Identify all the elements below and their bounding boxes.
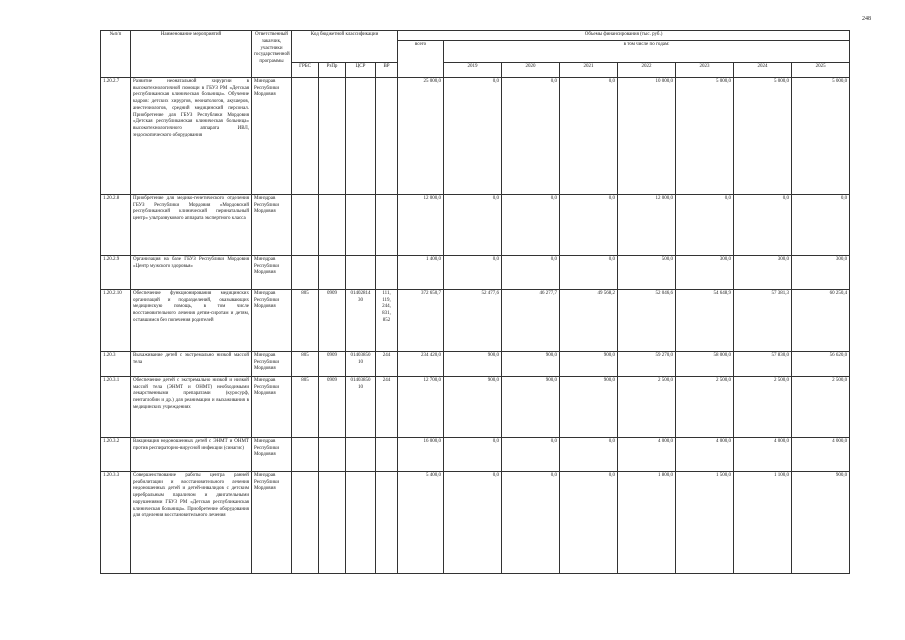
row-vr: 111, 119, 244, 831, 852 (376, 289, 398, 351)
row-year-value: 2 500,0 (734, 376, 792, 437)
row-csr (346, 255, 376, 289)
row-year-value: 900,0 (792, 471, 850, 573)
row-rzpr (319, 255, 346, 289)
row-year-value: 300,0 (792, 255, 850, 289)
row-rzpr: 0909 (319, 376, 346, 437)
table-row (101, 471, 850, 573)
row-year-value: 10 000,0 (618, 77, 676, 194)
row-year-value: 0,0 (560, 77, 618, 194)
row-number: 1.20.2.10 (101, 289, 131, 351)
row-grbs (292, 77, 319, 194)
header-grbs: ГРБС (292, 62, 319, 77)
row-csr (346, 194, 376, 255)
row-year-value: 300,0 (734, 255, 792, 289)
row-year-value: 0,0 (502, 437, 560, 471)
header-year: 2024 (734, 62, 792, 77)
row-year-value: 52 046,6 (618, 289, 676, 351)
funding-table (100, 30, 850, 574)
header-year: 2020 (502, 62, 560, 77)
header-csr: ЦСР (346, 62, 376, 77)
row-year-value: 0,0 (792, 194, 850, 255)
row-rzpr: 0909 (319, 289, 346, 351)
header-kbk: Код бюджетной классификации (292, 31, 398, 63)
row-number: 1.20.3.3 (101, 471, 131, 573)
row-responsible: Минздрав Республики Мордовия (252, 376, 292, 437)
row-year-value: 46 277,7 (502, 289, 560, 351)
row-year-value: 57 830,0 (734, 351, 792, 376)
row-number: 1.20.2.9 (101, 255, 131, 289)
row-year-value: 58 000,0 (676, 351, 734, 376)
row-vr: 244 (376, 351, 398, 376)
header-year: 2019 (444, 62, 502, 77)
row-year-value: 0,0 (444, 437, 502, 471)
row-name: Организация на базе ГБУЗ Республики Мордовия «Центр мужского здоровья» (131, 255, 252, 289)
row-year-value: 0,0 (502, 77, 560, 194)
row-year-value: 1 500,0 (676, 471, 734, 573)
table-row (101, 255, 850, 289)
row-year-value: 12 000,0 (618, 194, 676, 255)
row-year-value: 0,0 (444, 77, 502, 194)
row-year-value: 0,0 (560, 194, 618, 255)
row-number: 1.20.3.1 (101, 376, 131, 437)
row-grbs: 805 (292, 289, 319, 351)
header-funding: Объемы финансирования (тыс. руб.) (398, 31, 850, 41)
row-year-value: 4 000,0 (734, 437, 792, 471)
row-year-value: 0,0 (444, 471, 502, 573)
row-year-value: 0,0 (560, 255, 618, 289)
row-total: 1 400,0 (398, 255, 444, 289)
header-by-years: в том числе по годам: (444, 40, 850, 62)
row-responsible: Минздрав Республики Мордовия (252, 77, 292, 194)
row-year-value: 900,0 (560, 376, 618, 437)
row-year-value: 900,0 (560, 351, 618, 376)
row-name: Вакцинация недоношенных детей с ЭНМТ и ОНМТ против респираторно-вирусной инфекции (синагис) (131, 437, 252, 471)
row-year-value: 500,0 (618, 255, 676, 289)
row-responsible: Минздрав Республики Мордовия (252, 289, 292, 351)
row-vr (376, 437, 398, 471)
row-number: 1.20.3.2 (101, 437, 131, 471)
row-year-value: 0,0 (502, 471, 560, 573)
row-year-value: 5 000,0 (676, 77, 734, 194)
row-responsible: Минздрав Республики Мордовия (252, 437, 292, 471)
row-vr (376, 77, 398, 194)
row-responsible: Минздрав Республики Мордовия (252, 194, 292, 255)
table-row (101, 437, 850, 471)
row-rzpr (319, 194, 346, 255)
row-total: 12 700,0 (398, 376, 444, 437)
row-name: Обеспечение детей с экстремально низкой и низкой массой тела (ЭНМТ и ОНМТ) необходимыми лекарственными препаратами (куросурф, пентаглобин и др.) для реанимации и выхаживания в медицинских учреждениях (131, 376, 252, 437)
row-year-value: 2 500,0 (792, 376, 850, 437)
row-total: 25 000,0 (398, 77, 444, 194)
row-number: 1.20.2.7 (101, 77, 131, 194)
header-vr: ВР (376, 62, 398, 77)
row-year-value: 0,0 (444, 194, 502, 255)
row-year-value: 4 000,0 (618, 437, 676, 471)
row-total: 12 000,0 (398, 194, 444, 255)
row-year-value: 0,0 (560, 437, 618, 471)
row-year-value: 300,0 (676, 255, 734, 289)
row-vr: 244 (376, 376, 398, 437)
row-vr (376, 194, 398, 255)
row-responsible: Минздрав Республики Мордовия (252, 255, 292, 289)
header-rzpr: РзПр (319, 62, 346, 77)
row-year-value: 4 000,0 (792, 437, 850, 471)
row-year-value: 52 477,6 (444, 289, 502, 351)
table-header (101, 31, 850, 78)
row-grbs: 805 (292, 351, 319, 376)
row-name: Развитие неонатальной хирургии в высокотехнологичной помощи в ГБУЗ РМ «Детская республиканская клиническая больница». Обучение кадров: детских хирургов, неонатологов, акушеров, анестезиологов, средний медицинский персонал. Приобретение для ГБУЗ Республики Мордовия «Детская республиканская клиническая больница» высокотехнологичного аппарата ИВЛ, эндоскопического оборудования (131, 77, 252, 194)
table-row (101, 77, 850, 194)
row-grbs (292, 437, 319, 471)
row-csr (346, 77, 376, 194)
row-rzpr (319, 471, 346, 573)
row-responsible: Минздрав Республики Мордовия (252, 351, 292, 376)
header-name: Наименование мероприятий (131, 31, 252, 78)
row-vr (376, 255, 398, 289)
row-year-value: 0,0 (676, 194, 734, 255)
row-year-value: 59 270,0 (618, 351, 676, 376)
row-csr (346, 471, 376, 573)
row-year-value: 0,0 (444, 255, 502, 289)
row-name: Обеспечение функционирования медицинских организаций и подразделений, оказывающих медицинскую помощь, в том числе восстановительного лечения детям-сиротам и детям, оставшимся без попечения родителей (131, 289, 252, 351)
row-grbs (292, 194, 319, 255)
header-year: 2023 (676, 62, 734, 77)
row-csr (346, 437, 376, 471)
header-year: 2025 (792, 62, 850, 77)
row-year-value: 2 500,0 (676, 376, 734, 437)
row-number: 1.20.2.8 (101, 194, 131, 255)
row-name: Выхаживание детей с экстремально низкой массой тела (131, 351, 252, 376)
row-number: 1.20.3 (101, 351, 131, 376)
row-responsible: Минздрав Республики Мордовия (252, 471, 292, 573)
row-year-value: 56 620,0 (792, 351, 850, 376)
row-name: Совершенствование работы центра ранней реабилитации и восстановительного лечения недоношенных детей и детей-инвалидов с детским церебральным параличом и двигательными нарушениями ГБУЗ РМ «Детская республиканская клиническая больница». Приобретение оборудования для отделения восстановительного лечения (131, 471, 252, 573)
row-csr: 01403850 10 (346, 351, 376, 376)
row-total: 372 650,7 (398, 289, 444, 351)
row-year-value: 4 000,0 (676, 437, 734, 471)
row-grbs (292, 255, 319, 289)
row-year-value: 60 250,4 (792, 289, 850, 351)
row-csr: 01402814 30 (346, 289, 376, 351)
row-year-value: 0,0 (502, 194, 560, 255)
row-grbs (292, 471, 319, 573)
row-year-value: 2 500,0 (618, 376, 676, 437)
header-total: всего (398, 40, 444, 77)
row-year-value: 900,0 (444, 351, 502, 376)
table-row (101, 376, 850, 437)
header-year: 2022 (618, 62, 676, 77)
row-total: 5 400,0 (398, 471, 444, 573)
row-year-value: 57 381,3 (734, 289, 792, 351)
row-grbs: 805 (292, 376, 319, 437)
row-year-value: 900,0 (502, 376, 560, 437)
row-rzpr (319, 437, 346, 471)
row-total: 234 420,0 (398, 351, 444, 376)
row-year-value: 0,0 (734, 194, 792, 255)
page-number: 248 (862, 16, 871, 22)
row-year-value: 1 100,0 (734, 471, 792, 573)
row-rzpr (319, 77, 346, 194)
table-row (101, 289, 850, 351)
table-row (101, 351, 850, 376)
table-row (101, 194, 850, 255)
row-year-value: 900,0 (502, 351, 560, 376)
row-year-value: 5 000,0 (734, 77, 792, 194)
header-num: №п/п (101, 31, 131, 78)
row-year-value: 5 000,0 (792, 77, 850, 194)
row-year-value: 0,0 (560, 471, 618, 573)
row-year-value: 900,0 (444, 376, 502, 437)
header-responsible: Ответственный заказчик, участники государственной программы (252, 31, 292, 78)
row-year-value: 54 648,9 (676, 289, 734, 351)
row-csr: 01403850 10 (346, 376, 376, 437)
row-year-value: 1 800,0 (618, 471, 676, 573)
row-rzpr: 0909 (319, 351, 346, 376)
row-year-value: 0,0 (502, 255, 560, 289)
row-year-value: 49 568,2 (560, 289, 618, 351)
row-total: 16 000,0 (398, 437, 444, 471)
row-vr (376, 471, 398, 573)
header-year: 2021 (560, 62, 618, 77)
row-name: Приобретение для медико-генетического отделения ГБУЗ Республики Мордовия «Мордовский республиканский клинический перинатальный центр» ультразвукового аппарата экспертного класса (131, 194, 252, 255)
